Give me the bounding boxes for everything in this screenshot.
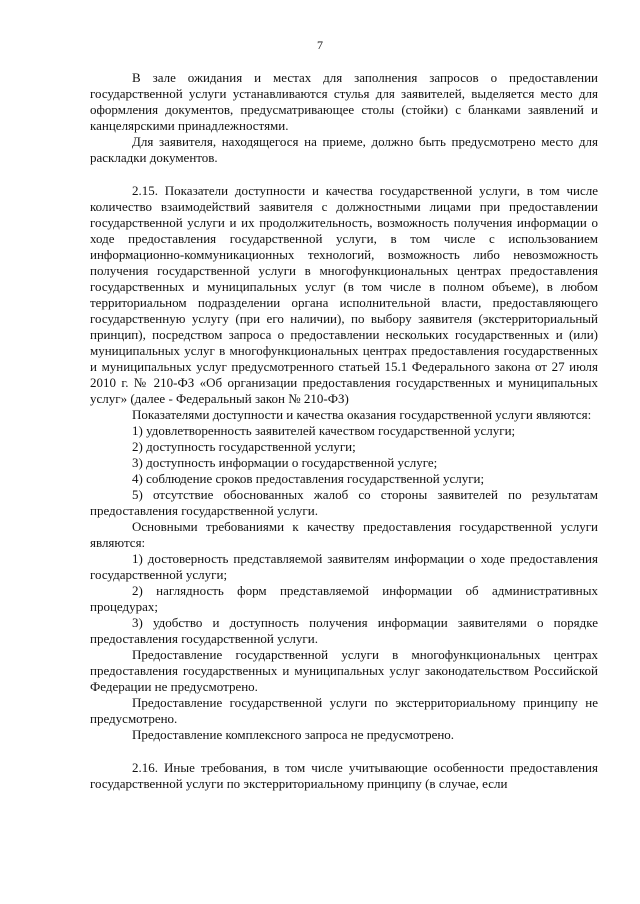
paragraph-indicators-intro: Показателями доступности и качества оказания государственной услуги являются: xyxy=(132,407,592,422)
spacer xyxy=(90,743,598,760)
paragraph-applicant-place: Для заявителя, находящегося на приеме, должно быть предусмотрено место для раскладки документов. xyxy=(90,134,598,165)
paragraph-section-2-15: 2.15. Показатели доступности и качества государственной услуги, в том числе количество взаимодействий заявителя с должностными лицами при предоставлении государственной услуги и их продолжительность, возможность получения информации о ходе предоставления государственной услуги, в том числе с использованием информационно-коммуникационных технологий, возможность либо невозможность получения государственной услуги в многофункциональных центрах предоставления государственных и муниципальных услуг (в том числе в полном объеме), в любом территориальном подразделении органа исполнительной власти, предоставляющего государственную услугу (при его наличии), по выбору заявителя (экстерриториальный принцип), посредством запроса о предоставлении нескольких государственных и (или) муниципальных услуг в многофункциональных центрах предоставления государственных и муниципальных услуг предусмотренного статьей 15.1 Федерального закона от 27 июля 2010 г. № 210-ФЗ «Об организации предоставления государственных и муниципальных услуг» (далее - Федеральный закон № 210-ФЗ) xyxy=(90,183,598,406)
paragraph-extraterritorial: Предоставление государственной услуги по экстерриториальному принципу не предусмотрено. xyxy=(90,695,598,726)
paragraph-waiting-room: В зале ожидания и местах для заполнения запросов о предоставлении государственной услуги устанавливаются стулья для заявителей, выделяется место для оформления документов, предусматривающее столы (стойки) с бланками заявлений и канцелярскими принадлежностями. xyxy=(90,70,598,133)
paragraph-section-2-16: 2.16. Иные требования, в том числе учитывающие особенности предоставления государственной услуги по экстерриториальному принципу (в случае, если xyxy=(90,760,598,791)
paragraph-requirements-intro: Основными требованиями к качеству предоставления государственной услуги являются: xyxy=(90,519,598,550)
list-item-requirement-2: 2) наглядность форм представляемой информации об административных процедурах; xyxy=(90,583,598,614)
list-item-indicator-2: 2) доступность государственной услуги; xyxy=(132,439,356,454)
spacer xyxy=(90,166,598,183)
list-item-indicator-1: 1) удовлетворенность заявителей качеством государственной услуги; xyxy=(132,423,516,438)
list-item-indicator-5: 5) отсутствие обоснованных жалоб со стороны заявителей по результатам предоставления государственной услуги. xyxy=(90,487,598,518)
list-item-indicator-4: 4) соблюдение сроков предоставления государственной услуги; xyxy=(132,471,485,486)
paragraph-complex-request: Предоставление комплексного запроса не предусмотрено. xyxy=(132,727,455,742)
list-item-requirement-1: 1) достоверность представляемой заявителям информации о ходе предоставления государственной услуги; xyxy=(90,551,598,582)
list-item-requirement-3: 3) удобство и доступность получения информации заявителями о порядке предоставления государственной услуги. xyxy=(90,615,598,646)
paragraph-mfc: Предоставление государственной услуги в многофункциональных центрах предоставления государственных и муниципальных услуг законодательством Российской Федерации не предусмотрено. xyxy=(90,647,598,694)
document-body xyxy=(90,70,598,792)
list-item-indicator-3: 3) доступность информации о государственной услуге; xyxy=(132,455,438,470)
page-number: 7 xyxy=(317,38,323,52)
